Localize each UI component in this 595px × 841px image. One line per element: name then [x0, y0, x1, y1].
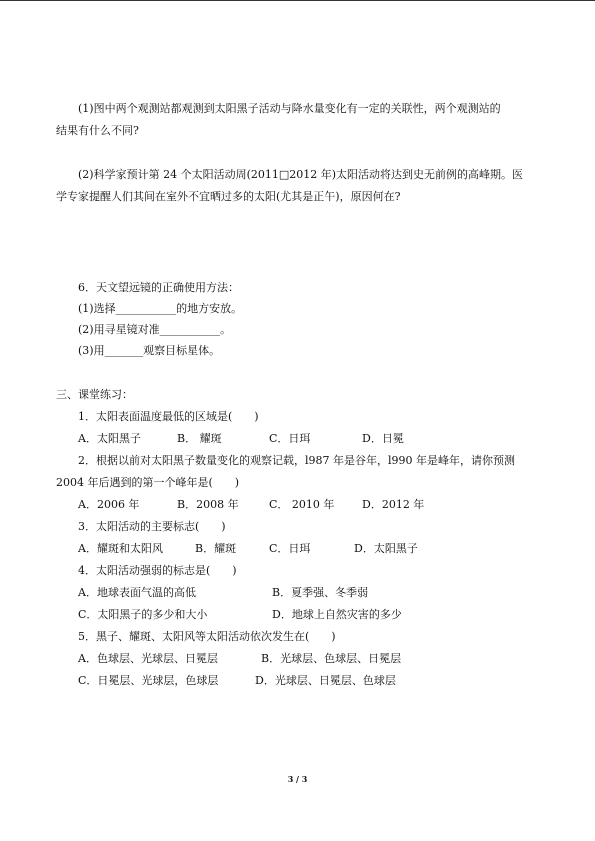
practice-q1-stem: 1．太阳表面温度最低的区域是( ): [78, 410, 259, 423]
practice-q5-option-c: C．日冕层、光球层，色球层: [78, 674, 219, 687]
question-2-line-1: (2)科学家预计第 24 个太阳活动周(2011□2012 年)太阳活动将达到史无前例的高峰期。医: [78, 168, 524, 181]
question-2-line-2: 学专家提醒人们其间在室外不宜晒过多的太阳(尤其是正午)，原因何在?: [56, 190, 401, 203]
practice-q4-option-d: D．地球上自然灾害的多少: [272, 608, 402, 621]
practice-q2-option-a: A．2006 年: [78, 498, 140, 511]
practice-q1-option-b: B． 耀斑: [177, 432, 222, 445]
practice-q3-option-c: C．日珥: [269, 542, 311, 555]
practice-q3-option-a: A．耀斑和太阳风: [78, 542, 163, 555]
practice-q3-option-d: D．太阳黑子: [354, 542, 418, 555]
practice-q5-option-d: D．光球层、日冕层、色球层: [255, 674, 396, 687]
practice-q3-stem: 3．太阳活动的主要标志( ): [78, 520, 226, 533]
telescope-item-3: (3)用_______观察目标星体。: [78, 344, 221, 357]
practice-q2-option-c: C． 2010 年: [269, 498, 335, 511]
practice-q2-stem-line-1: 2．根据以前对太阳黑子数量变化的观察记载，l987 年是谷年，l990 年是峰年，请你预测: [78, 454, 516, 467]
practice-q3-option-b: B．耀斑: [195, 542, 237, 555]
practice-q4-option-a: A．地球表面气温的高低: [78, 586, 196, 599]
practice-q5-option-b: B．光球层、色球层、日冕层: [261, 652, 402, 665]
practice-q5-option-a: A．色球层、光球层、日冕层: [78, 652, 218, 665]
telescope-title: 6．天文望远镜的正确使用方法：: [78, 281, 239, 294]
practice-q2-option-b: B．2008 年: [177, 498, 239, 511]
practice-q4-stem: 4．太阳活动强弱的标志是( ): [78, 564, 237, 577]
telescope-item-2: (2)用寻星镜对准___________。: [78, 323, 232, 336]
practice-q4-option-c: C．太阳黑子的多少和大小: [78, 608, 208, 621]
practice-q2-stem-line-2: 2004 年后遇到的第一个峰年是( ): [56, 476, 240, 489]
question-1-line-1: (1)图中两个观测站都观测到太阳黑子活动与降水量变化有一定的关联性，两个观测站的: [78, 102, 501, 115]
practice-q1-option-d: D．日冕: [362, 432, 404, 445]
question-1-line-2: 结果有什么不同?: [56, 124, 139, 137]
practice-q5-stem: 5．黑子、耀斑、太阳风等太阳活动依次发生在( ): [78, 630, 336, 643]
practice-heading: 三、课堂练习：: [56, 388, 133, 401]
practice-q4-option-b: B．夏季强、冬季弱: [272, 586, 369, 599]
telescope-item-1: (1)选择___________的地方安放。: [78, 302, 243, 315]
practice-q1-option-a: A．太阳黑子: [78, 432, 141, 445]
practice-q2-option-d: D．2012 年: [362, 498, 425, 511]
page-top-border: [0, 0, 595, 1]
practice-q1-option-c: C．日珥: [269, 432, 311, 445]
page-number: 3 / 3: [287, 774, 308, 784]
